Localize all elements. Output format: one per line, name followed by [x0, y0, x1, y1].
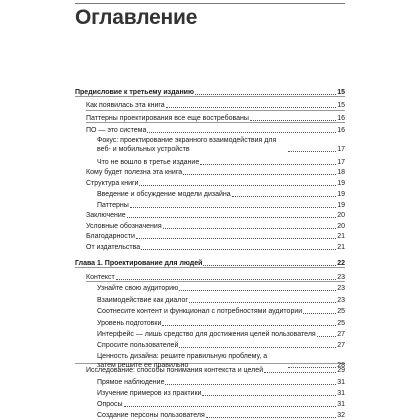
toc-entry[interactable]: [86, 179, 345, 188]
toc-entry[interactable]: [97, 319, 345, 328]
dot-leader: [116, 279, 336, 280]
dot-leader: [203, 265, 336, 266]
toc-entry-title: Как появилась эта книга: [86, 102, 165, 109]
toc-page-number: 31: [337, 390, 345, 397]
toc-entry[interactable]: [97, 190, 345, 199]
toc-page-number: 21: [337, 244, 345, 251]
dot-leader: [130, 207, 336, 208]
toc-entry[interactable]: [97, 296, 345, 305]
dot-leader: [163, 228, 337, 229]
dot-leader: [162, 325, 336, 326]
toc-chapter-entry[interactable]: [75, 88, 345, 97]
toc-entry[interactable]: [86, 243, 345, 252]
dot-leader: [206, 417, 336, 418]
toc-entry-title: ПО — это система: [86, 127, 147, 134]
toc-page-number: 23: [337, 285, 345, 292]
toc-page-number: 31: [337, 401, 345, 408]
toc-entry[interactable]: [97, 136, 345, 154]
toc-page-number: 25: [337, 320, 345, 327]
toc-entry-title: Что не вошло в третье издание: [97, 159, 200, 166]
toc-entry-title: Создание персоны пользователя: [97, 412, 205, 419]
toc-entry[interactable]: [86, 211, 345, 220]
toc-entry[interactable]: [97, 330, 345, 339]
toc-entry-title: Уровень подготовки: [97, 320, 162, 327]
toc-entry[interactable]: [97, 411, 345, 420]
toc-entry-title: Изучение примеров из практики: [97, 390, 202, 397]
toc-entry-title: Соотнесите контент и функционал с потребностями аудитории: [97, 308, 303, 315]
dot-leader: [147, 132, 336, 133]
toc-page-number: 23: [337, 297, 345, 304]
toc-entry-title: Интерфейс — лишь средство для достижения целей пользователя: [97, 331, 316, 338]
toc-entry-title: Введение и обсуждение модели дизайна: [97, 191, 231, 198]
dot-leader: [232, 196, 337, 197]
dot-leader: [165, 384, 336, 385]
toc-entry-title: Условные обозначения: [86, 223, 162, 230]
toc-page-number: 27: [337, 342, 345, 349]
toc-page-number: 19: [337, 202, 345, 209]
dot-leader: [264, 372, 336, 373]
toc-entry[interactable]: [86, 168, 345, 177]
toc-entry-title: Опросы: [97, 401, 123, 408]
toc-entry-title: Предисловие к третьему изданию: [75, 89, 194, 96]
toc-page-number: 19: [337, 191, 345, 198]
toc-entry-title: Взаимодействие как диалог: [97, 297, 188, 304]
toc-entry-title: Структура книги: [86, 180, 139, 187]
toc-page-number: 22: [337, 260, 345, 267]
toc-page-number: 17: [337, 146, 345, 153]
dot-leader: [288, 151, 336, 152]
dot-leader: [141, 249, 336, 250]
toc-entry[interactable]: [86, 273, 345, 282]
toc-entry-title: Спросите пользователей: [97, 342, 179, 349]
toc-entry[interactable]: [86, 222, 345, 231]
toc-page-number: 15: [337, 89, 345, 96]
toc-entry[interactable]: [86, 232, 345, 241]
toc-entry-title: Фокус: проектирование экранного взаимодействия для веб- и мобильных устройств: [97, 137, 277, 153]
toc-entry[interactable]: [86, 101, 345, 110]
toc-entry[interactable]: [97, 341, 345, 350]
toc-entry-title: От издательства: [86, 244, 141, 251]
dot-leader: [303, 313, 336, 314]
toc-entry-title: Кому будет полезна эта книга: [86, 169, 183, 176]
toc-page-number: 29: [337, 367, 345, 374]
toc-entry-title: Контекст: [86, 274, 115, 281]
toc-entry[interactable]: [97, 201, 345, 210]
dot-leader: [250, 120, 336, 121]
toc-page-number: 28: [337, 362, 345, 369]
dot-leader: [136, 238, 336, 239]
toc-entry[interactable]: [97, 389, 345, 398]
dot-leader: [183, 174, 336, 175]
toc-entry[interactable]: [86, 126, 345, 135]
dot-leader: [179, 290, 336, 291]
toc-page-number: 31: [337, 379, 345, 386]
dot-leader: [200, 164, 336, 165]
toc-entry[interactable]: [97, 158, 345, 167]
toc-chapter-entry[interactable]: [75, 259, 345, 268]
toc-entry-title: Узнайте свою аудиторию: [97, 285, 179, 292]
toc-entry[interactable]: [86, 114, 345, 123]
toc-entry-title: Глава 1. Проектирование для людей: [75, 260, 203, 267]
toc-page-number: 20: [337, 223, 345, 230]
toc-page-number: 21: [337, 233, 345, 240]
dot-leader: [179, 347, 336, 348]
dot-leader: [124, 406, 337, 407]
toc-page-number: 16: [337, 127, 345, 134]
toc-page-number: 18: [337, 169, 345, 176]
toc-page-number: 16: [337, 115, 345, 122]
toc-page-number: 32: [337, 412, 345, 419]
toc-page-number: 15: [337, 102, 345, 109]
dot-leader: [189, 302, 336, 303]
toc-entry-title: Заключение: [86, 212, 126, 219]
toc-entry-title: Прямое наблюдение: [97, 379, 165, 386]
dot-leader: [127, 217, 337, 218]
toc-page-number: 23: [337, 274, 345, 281]
toc-entry[interactable]: [86, 366, 345, 375]
toc-entry-title: Паттерны: [97, 202, 129, 209]
dot-leader: [166, 107, 337, 108]
toc-entry[interactable]: [97, 400, 345, 409]
toc-page-number: 20: [337, 212, 345, 219]
toc-entry-title: Благодарности: [86, 233, 135, 240]
toc-page-number: 17: [337, 159, 345, 166]
toc-page-number: 25: [337, 308, 345, 315]
toc-entry-title: Исследование: способы понимания контекста и целей: [86, 367, 264, 374]
toc-entry-title: Ценность дизайна: решите правильную проблему, а затем решите ее правильно: [97, 353, 268, 369]
toc-entry[interactable]: [97, 284, 345, 293]
dot-leader: [202, 395, 336, 396]
toc-page-number: 19: [337, 180, 345, 187]
toc-entry[interactable]: [97, 307, 345, 316]
dot-leader: [139, 185, 336, 186]
divider: [86, 110, 345, 111]
page-title: Оглавление: [75, 6, 198, 29]
dot-leader: [195, 94, 336, 95]
dot-leader: [317, 336, 337, 337]
toc-entry[interactable]: [97, 378, 345, 387]
toc-entry-title: Паттерны проектирования все еще востребованы: [86, 115, 249, 122]
toc-page-number: 27: [337, 331, 345, 338]
